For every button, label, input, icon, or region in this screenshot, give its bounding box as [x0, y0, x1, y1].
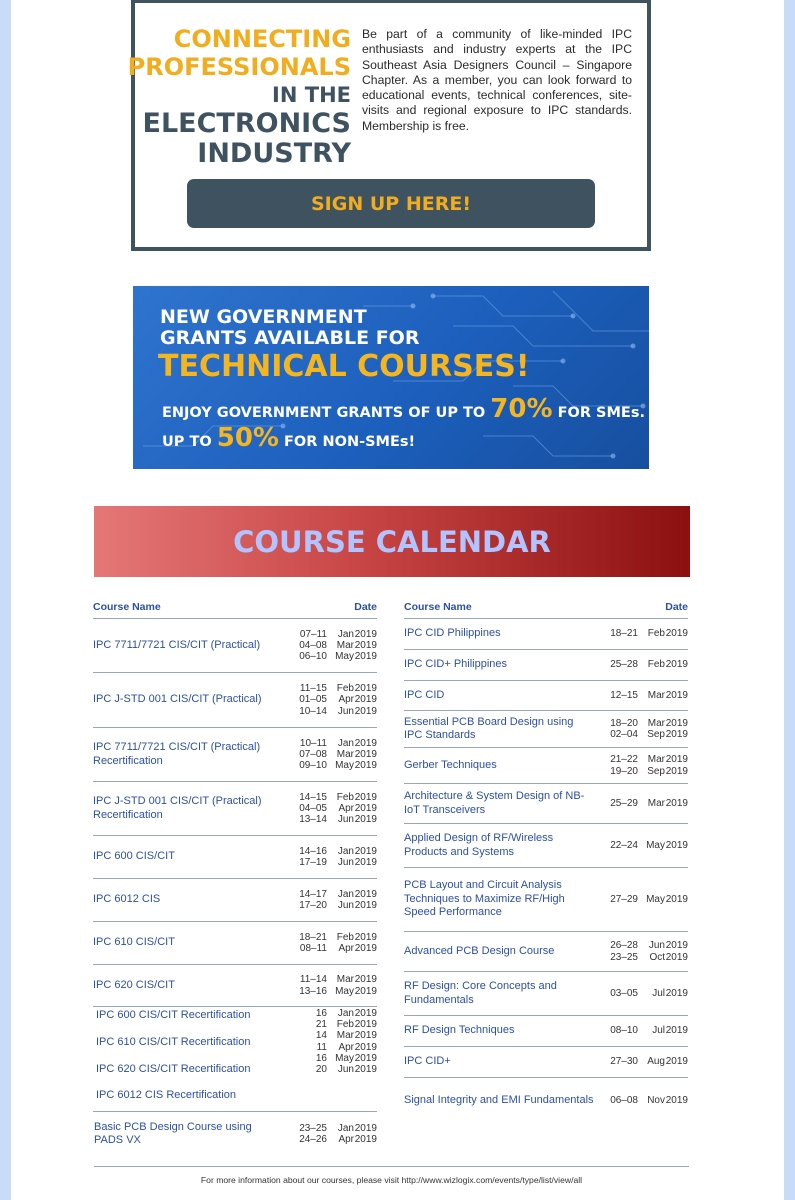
date-month: Jan	[337, 628, 354, 640]
date-days: 25–28	[610, 659, 638, 671]
course-name[interactable]: Gerber Techniques	[404, 758, 497, 771]
date-line	[287, 651, 377, 662]
date-days: 23–25	[610, 951, 638, 963]
date-line	[287, 706, 377, 717]
date-month: Apr	[338, 1041, 354, 1053]
headline-line: ELECTRONICS	[142, 108, 351, 139]
course-dates	[598, 754, 688, 776]
course-name[interactable]: Advanced PCB Design Course	[404, 944, 555, 957]
date-days: 07–08	[299, 748, 327, 760]
date-year: 2019	[354, 683, 377, 695]
date-days: 01–05	[299, 694, 327, 706]
date-line	[598, 718, 688, 729]
table-row[interactable]	[404, 868, 688, 932]
course-dates	[598, 628, 688, 639]
grants-banner[interactable]	[133, 286, 649, 469]
recertification-group	[93, 1003, 377, 1112]
date-days: 16	[315, 1052, 327, 1064]
grants-percent: 70%	[490, 394, 553, 424]
date-year: 2019	[354, 1134, 377, 1145]
headline-line: IN THE	[272, 83, 351, 107]
date-line	[287, 986, 377, 997]
date-line	[598, 729, 688, 740]
date-days: 23–25	[299, 1122, 327, 1134]
date-line	[287, 932, 377, 943]
date-year: 2019	[354, 1030, 377, 1042]
date-month: Jul	[652, 987, 665, 999]
date-month: Apr	[338, 1134, 354, 1145]
course-table-right	[404, 596, 688, 1123]
course-name[interactable]: RF Design Techniques	[404, 1024, 515, 1037]
table-row[interactable]	[93, 728, 377, 782]
course-name[interactable]: IPC J-STD 001 CIS/CIT (Practical)	[93, 693, 262, 706]
course-name[interactable]: IPC 7711/7721 CIS/CIT (Practical)	[93, 638, 261, 651]
date-year: 2019	[354, 1019, 377, 1031]
date-month: Jan	[337, 845, 354, 857]
date-year: 2019	[354, 985, 377, 997]
date-year: 2019	[665, 717, 688, 729]
recertification-dates	[287, 1008, 377, 1075]
course-dates	[287, 846, 377, 868]
date-days: 03–05	[610, 987, 638, 999]
date-month: Jul	[652, 1025, 665, 1037]
date-month: Jan	[337, 737, 354, 749]
sign-up-button[interactable]: SIGN UP HERE!	[187, 179, 595, 228]
date-year: 2019	[665, 1025, 688, 1037]
date-days: 11–14	[299, 974, 327, 986]
date-line	[598, 628, 688, 639]
table-header	[93, 596, 377, 619]
date-year: 2019	[354, 802, 377, 814]
course-dates	[287, 629, 377, 663]
date-line	[287, 1042, 377, 1053]
course-dates	[598, 988, 688, 999]
grants-highlight: TECHNICAL COURSES!	[158, 349, 530, 384]
course-name[interactable]: IPC 610 CIS/CIT	[93, 936, 175, 949]
course-dates	[598, 690, 688, 701]
date-month: Nov	[647, 1094, 665, 1106]
date-year: 2019	[354, 888, 377, 900]
date-year: 2019	[665, 1094, 688, 1106]
headline-line: INDUSTRY	[197, 138, 351, 169]
table-row[interactable]	[404, 1078, 688, 1123]
course-dates	[287, 738, 377, 772]
course-name[interactable]: IPC CID+	[404, 1055, 451, 1068]
date-days: 04–05	[299, 802, 327, 814]
column-header-course: Course Name	[93, 601, 161, 613]
course-table-left	[93, 596, 377, 1007]
date-year: 2019	[354, 814, 377, 826]
course-dates	[598, 940, 688, 962]
date-days: 10–14	[299, 705, 327, 717]
table-row[interactable]	[93, 965, 377, 1007]
date-line	[287, 814, 377, 825]
date-days: 12–15	[610, 689, 638, 701]
grants-text: UP TO	[162, 434, 212, 450]
date-line	[598, 690, 688, 701]
date-year: 2019	[354, 791, 377, 803]
date-days: 19–20	[610, 765, 638, 777]
date-days: 24–26	[299, 1134, 327, 1145]
date-year: 2019	[354, 705, 377, 717]
course-name[interactable]: IPC CID+ Philippines	[404, 658, 508, 671]
date-month: May	[335, 760, 354, 772]
date-month: May	[335, 651, 354, 663]
course-name[interactable]: Basic PCB Design Course using PADS VX	[94, 1120, 252, 1146]
date-line	[287, 857, 377, 868]
course-name[interactable]: Essential PCB Board Design using IPC Standards	[404, 715, 574, 741]
date-year: 2019	[354, 651, 377, 663]
footer-note[interactable]: For more information about our courses, please visit http://www.wizlogix.com/events/type/list/view/all	[200, 1175, 583, 1185]
grants-sme-line	[162, 394, 645, 424]
course-name[interactable]: IPC 600 CIS/CIT Recertification	[96, 1009, 251, 1021]
date-days: 04–08	[299, 639, 327, 651]
date-year: 2019	[354, 1122, 377, 1134]
date-month: Jun	[337, 1064, 354, 1076]
date-line	[287, 974, 377, 985]
date-days: 14–17	[299, 888, 327, 900]
course-name[interactable]: Signal Integrity and EMI Fundamentals	[404, 1093, 594, 1106]
table-row[interactable]	[93, 673, 377, 728]
date-days: 14–15	[299, 791, 327, 803]
date-month: Oct	[649, 951, 665, 963]
course-dates	[287, 683, 377, 717]
date-days: 06–08	[610, 1094, 638, 1106]
membership-box	[127, 0, 651, 251]
date-year: 2019	[354, 748, 377, 760]
date-line	[287, 629, 377, 640]
date-year: 2019	[354, 639, 377, 651]
course-dates	[598, 894, 688, 905]
date-month: May	[335, 985, 354, 997]
date-month: Mar	[647, 754, 665, 766]
date-month: Feb	[647, 628, 665, 640]
date-line	[287, 694, 377, 705]
date-year: 2019	[665, 689, 688, 701]
course-name[interactable]: Applied Design of RF/Wireless Products and Systems	[404, 832, 554, 858]
date-year: 2019	[665, 987, 688, 999]
date-days: 14–16	[299, 845, 327, 857]
date-line	[598, 754, 688, 765]
date-month: Mar	[647, 689, 665, 701]
date-year: 2019	[354, 974, 377, 986]
course-dates	[287, 974, 377, 996]
date-year: 2019	[665, 839, 688, 851]
grants-non-sme-line	[162, 423, 415, 453]
date-line	[287, 738, 377, 749]
date-month: Sep	[647, 765, 665, 777]
date-month: May	[335, 1052, 354, 1064]
course-dates	[287, 792, 377, 826]
date-line	[287, 749, 377, 760]
date-month: Aug	[647, 1056, 665, 1068]
date-year: 2019	[665, 797, 688, 809]
date-year: 2019	[354, 760, 377, 772]
date-days: 13–14	[299, 814, 327, 826]
date-days: 27–29	[610, 893, 638, 905]
course-table-left-last	[93, 1114, 377, 1154]
date-line	[598, 952, 688, 963]
date-year: 2019	[354, 1041, 377, 1053]
course-dates	[287, 889, 377, 911]
date-month: Mar	[647, 797, 665, 809]
date-days: 27–30	[610, 1056, 638, 1068]
date-year: 2019	[665, 951, 688, 963]
course-dates	[598, 1056, 688, 1067]
date-line	[287, 900, 377, 911]
table-row[interactable]	[93, 619, 377, 673]
date-month: Jun	[337, 857, 354, 868]
date-month: Feb	[336, 791, 354, 803]
date-line	[598, 659, 688, 670]
grants-title-line: NEW GOVERNMENT	[160, 306, 367, 328]
date-line	[287, 846, 377, 857]
date-month: Mar	[336, 974, 354, 986]
date-days: 13–16	[299, 985, 327, 997]
date-days: 14	[315, 1030, 327, 1042]
course-dates	[598, 659, 688, 670]
date-year: 2019	[665, 765, 688, 777]
date-days: 20	[315, 1064, 327, 1076]
date-month: Apr	[338, 943, 354, 954]
date-year: 2019	[354, 845, 377, 857]
date-days: 11	[316, 1041, 327, 1053]
table-row[interactable]	[404, 748, 688, 784]
date-line	[287, 792, 377, 803]
date-days: 18–20	[610, 717, 638, 729]
date-line	[287, 683, 377, 694]
table-row[interactable]	[404, 681, 688, 711]
course-name[interactable]: IPC CID	[404, 688, 445, 701]
date-line	[287, 640, 377, 651]
table-row[interactable]	[404, 1016, 688, 1047]
date-days: 10–11	[299, 737, 327, 749]
table-row[interactable]	[404, 972, 688, 1016]
date-month: Sep	[647, 729, 665, 740]
grants-percent: 50%	[216, 423, 279, 453]
date-line	[287, 889, 377, 900]
column-header-date: Date	[354, 601, 377, 613]
table-row[interactable]	[404, 784, 688, 824]
course-dates	[598, 840, 688, 851]
course-dates	[287, 932, 377, 954]
date-year: 2019	[354, 943, 377, 954]
table-row[interactable]	[404, 711, 688, 748]
date-month: Jun	[337, 705, 354, 717]
date-month: Mar	[336, 748, 354, 760]
date-days: 09–10	[299, 760, 327, 772]
date-month: Feb	[336, 931, 354, 943]
course-name[interactable]: IPC 620 CIS/CIT	[93, 978, 175, 991]
date-days: 21	[315, 1019, 327, 1031]
date-year: 2019	[354, 1008, 377, 1019]
table-row[interactable]	[93, 1114, 377, 1154]
date-year: 2019	[354, 628, 377, 640]
grants-text: ENJOY GOVERNMENT GRANTS OF UP TO	[162, 405, 486, 421]
date-days: 22–24	[610, 839, 638, 851]
course-dates	[287, 1123, 377, 1145]
date-line	[598, 798, 688, 809]
date-month: Jan	[337, 888, 354, 900]
date-line	[287, 1019, 377, 1030]
table-row[interactable]	[404, 619, 688, 650]
course-dates	[598, 798, 688, 809]
date-line	[287, 1008, 377, 1019]
date-year: 2019	[354, 900, 377, 911]
date-days: 26–28	[610, 940, 638, 952]
date-year: 2019	[665, 628, 688, 640]
course-name[interactable]: IPC 6012 CIS	[93, 893, 161, 906]
date-days: 11–15	[299, 683, 327, 695]
date-days: 02–04	[610, 729, 638, 740]
date-line	[287, 1134, 377, 1145]
course-name[interactable]: IPC 600 CIS/CIT	[93, 850, 175, 863]
date-line	[598, 988, 688, 999]
table-row[interactable]	[404, 824, 688, 868]
date-year: 2019	[354, 1052, 377, 1064]
date-year: 2019	[665, 754, 688, 766]
date-days: 06–10	[299, 651, 327, 663]
course-dates	[598, 1095, 688, 1106]
date-days: 08–11	[299, 943, 327, 954]
date-month: Jan	[337, 1122, 354, 1134]
date-year: 2019	[354, 931, 377, 943]
date-year: 2019	[354, 694, 377, 706]
membership-headline	[128, 25, 351, 169]
course-name[interactable]: PCB Layout and Circuit Analysis Techniques to Maximize RF/High Speed Performance	[404, 879, 565, 919]
course-name[interactable]: IPC 620 CIS/CIT Recertification	[96, 1063, 251, 1075]
date-month: Feb	[336, 683, 354, 695]
headline-line: CONNECTING	[173, 25, 351, 53]
date-line	[598, 1056, 688, 1067]
date-month: Jun	[337, 900, 354, 911]
footer-divider	[94, 1166, 689, 1167]
course-dates	[598, 1025, 688, 1036]
date-month: May	[646, 893, 665, 905]
column-header-date: Date	[665, 601, 688, 613]
date-month: Jun	[337, 814, 354, 826]
date-line	[287, 1064, 377, 1075]
grants-text: FOR NON-SMEs!	[284, 434, 416, 450]
course-name[interactable]: IPC 7711/7721 CIS/CIT (Practical) Recertification	[93, 741, 261, 767]
table-row[interactable]	[93, 922, 377, 965]
date-days: 18–21	[299, 931, 327, 943]
table-header	[404, 596, 688, 619]
date-year: 2019	[665, 659, 688, 671]
date-days: 25–29	[610, 797, 638, 809]
date-month: Mar	[647, 717, 665, 729]
date-line	[287, 943, 377, 954]
headline-line: PROFESSIONALS	[127, 53, 351, 81]
grants-title-line: GRANTS AVAILABLE FOR	[160, 327, 420, 349]
date-month: Jun	[648, 940, 665, 952]
date-year: 2019	[665, 1056, 688, 1068]
date-days: 17–19	[299, 857, 327, 868]
date-year: 2019	[665, 940, 688, 952]
date-days: 17–20	[299, 900, 327, 911]
course-calendar-title: COURSE CALENDAR	[94, 506, 690, 577]
course-name[interactable]: IPC CID Philippines	[404, 627, 501, 640]
table-row[interactable]	[93, 879, 377, 922]
course-name[interactable]: IPC J-STD 001 CIS/CIT (Practical) Recertification	[93, 795, 262, 821]
date-line	[287, 803, 377, 814]
date-year: 2019	[354, 737, 377, 749]
course-name[interactable]: Architecture & System Design of NB-IoT Transceivers	[404, 790, 585, 816]
table-row[interactable]	[404, 650, 688, 681]
date-days: 07–11	[299, 628, 327, 640]
date-line	[287, 1123, 377, 1134]
table-row[interactable]	[404, 1047, 688, 1078]
date-month: Apr	[338, 802, 354, 814]
date-days: 21–22	[610, 754, 638, 766]
table-row[interactable]	[93, 836, 377, 879]
date-line	[598, 840, 688, 851]
course-name[interactable]: RF Design: Core Concepts and Fundamentals	[404, 980, 557, 1006]
grants-text: FOR SMEs.	[557, 405, 645, 421]
date-year: 2019	[354, 1064, 377, 1076]
date-line	[287, 1053, 377, 1064]
table-row[interactable]	[404, 932, 688, 972]
date-year: 2019	[665, 729, 688, 740]
date-month: Feb	[647, 659, 665, 671]
date-month: Feb	[336, 1019, 354, 1031]
newsletter-page	[11, 0, 784, 1200]
date-month: Mar	[336, 639, 354, 651]
date-line	[287, 760, 377, 771]
date-month: Jan	[337, 1008, 354, 1019]
date-line	[598, 940, 688, 951]
column-header-course: Course Name	[404, 601, 472, 613]
date-line	[598, 766, 688, 777]
date-month: Apr	[338, 694, 354, 706]
course-name[interactable]: IPC 610 CIS/CIT Recertification	[96, 1036, 251, 1048]
date-days: 08–10	[610, 1025, 638, 1037]
date-line	[598, 1095, 688, 1106]
date-days: 16	[315, 1008, 327, 1019]
date-days: 18–21	[610, 628, 638, 640]
table-row[interactable]	[93, 782, 377, 836]
membership-description: Be part of a community of like-minded IPC enthusiasts and industry experts at the IPC Southeast Asia Designers Council – Singapore Chapter. As a member, you can look forward to educational events, technical conferences, site-visits and regional exposure to IPC standards. Membership is free.	[362, 27, 632, 133]
date-month: May	[646, 839, 665, 851]
date-line	[287, 1030, 377, 1041]
course-name[interactable]: IPC 6012 CIS Recertification	[96, 1089, 237, 1101]
course-dates	[598, 718, 688, 740]
date-month: Mar	[336, 1030, 354, 1042]
date-line	[598, 894, 688, 905]
date-year: 2019	[354, 857, 377, 868]
date-line	[598, 1025, 688, 1036]
date-year: 2019	[665, 893, 688, 905]
